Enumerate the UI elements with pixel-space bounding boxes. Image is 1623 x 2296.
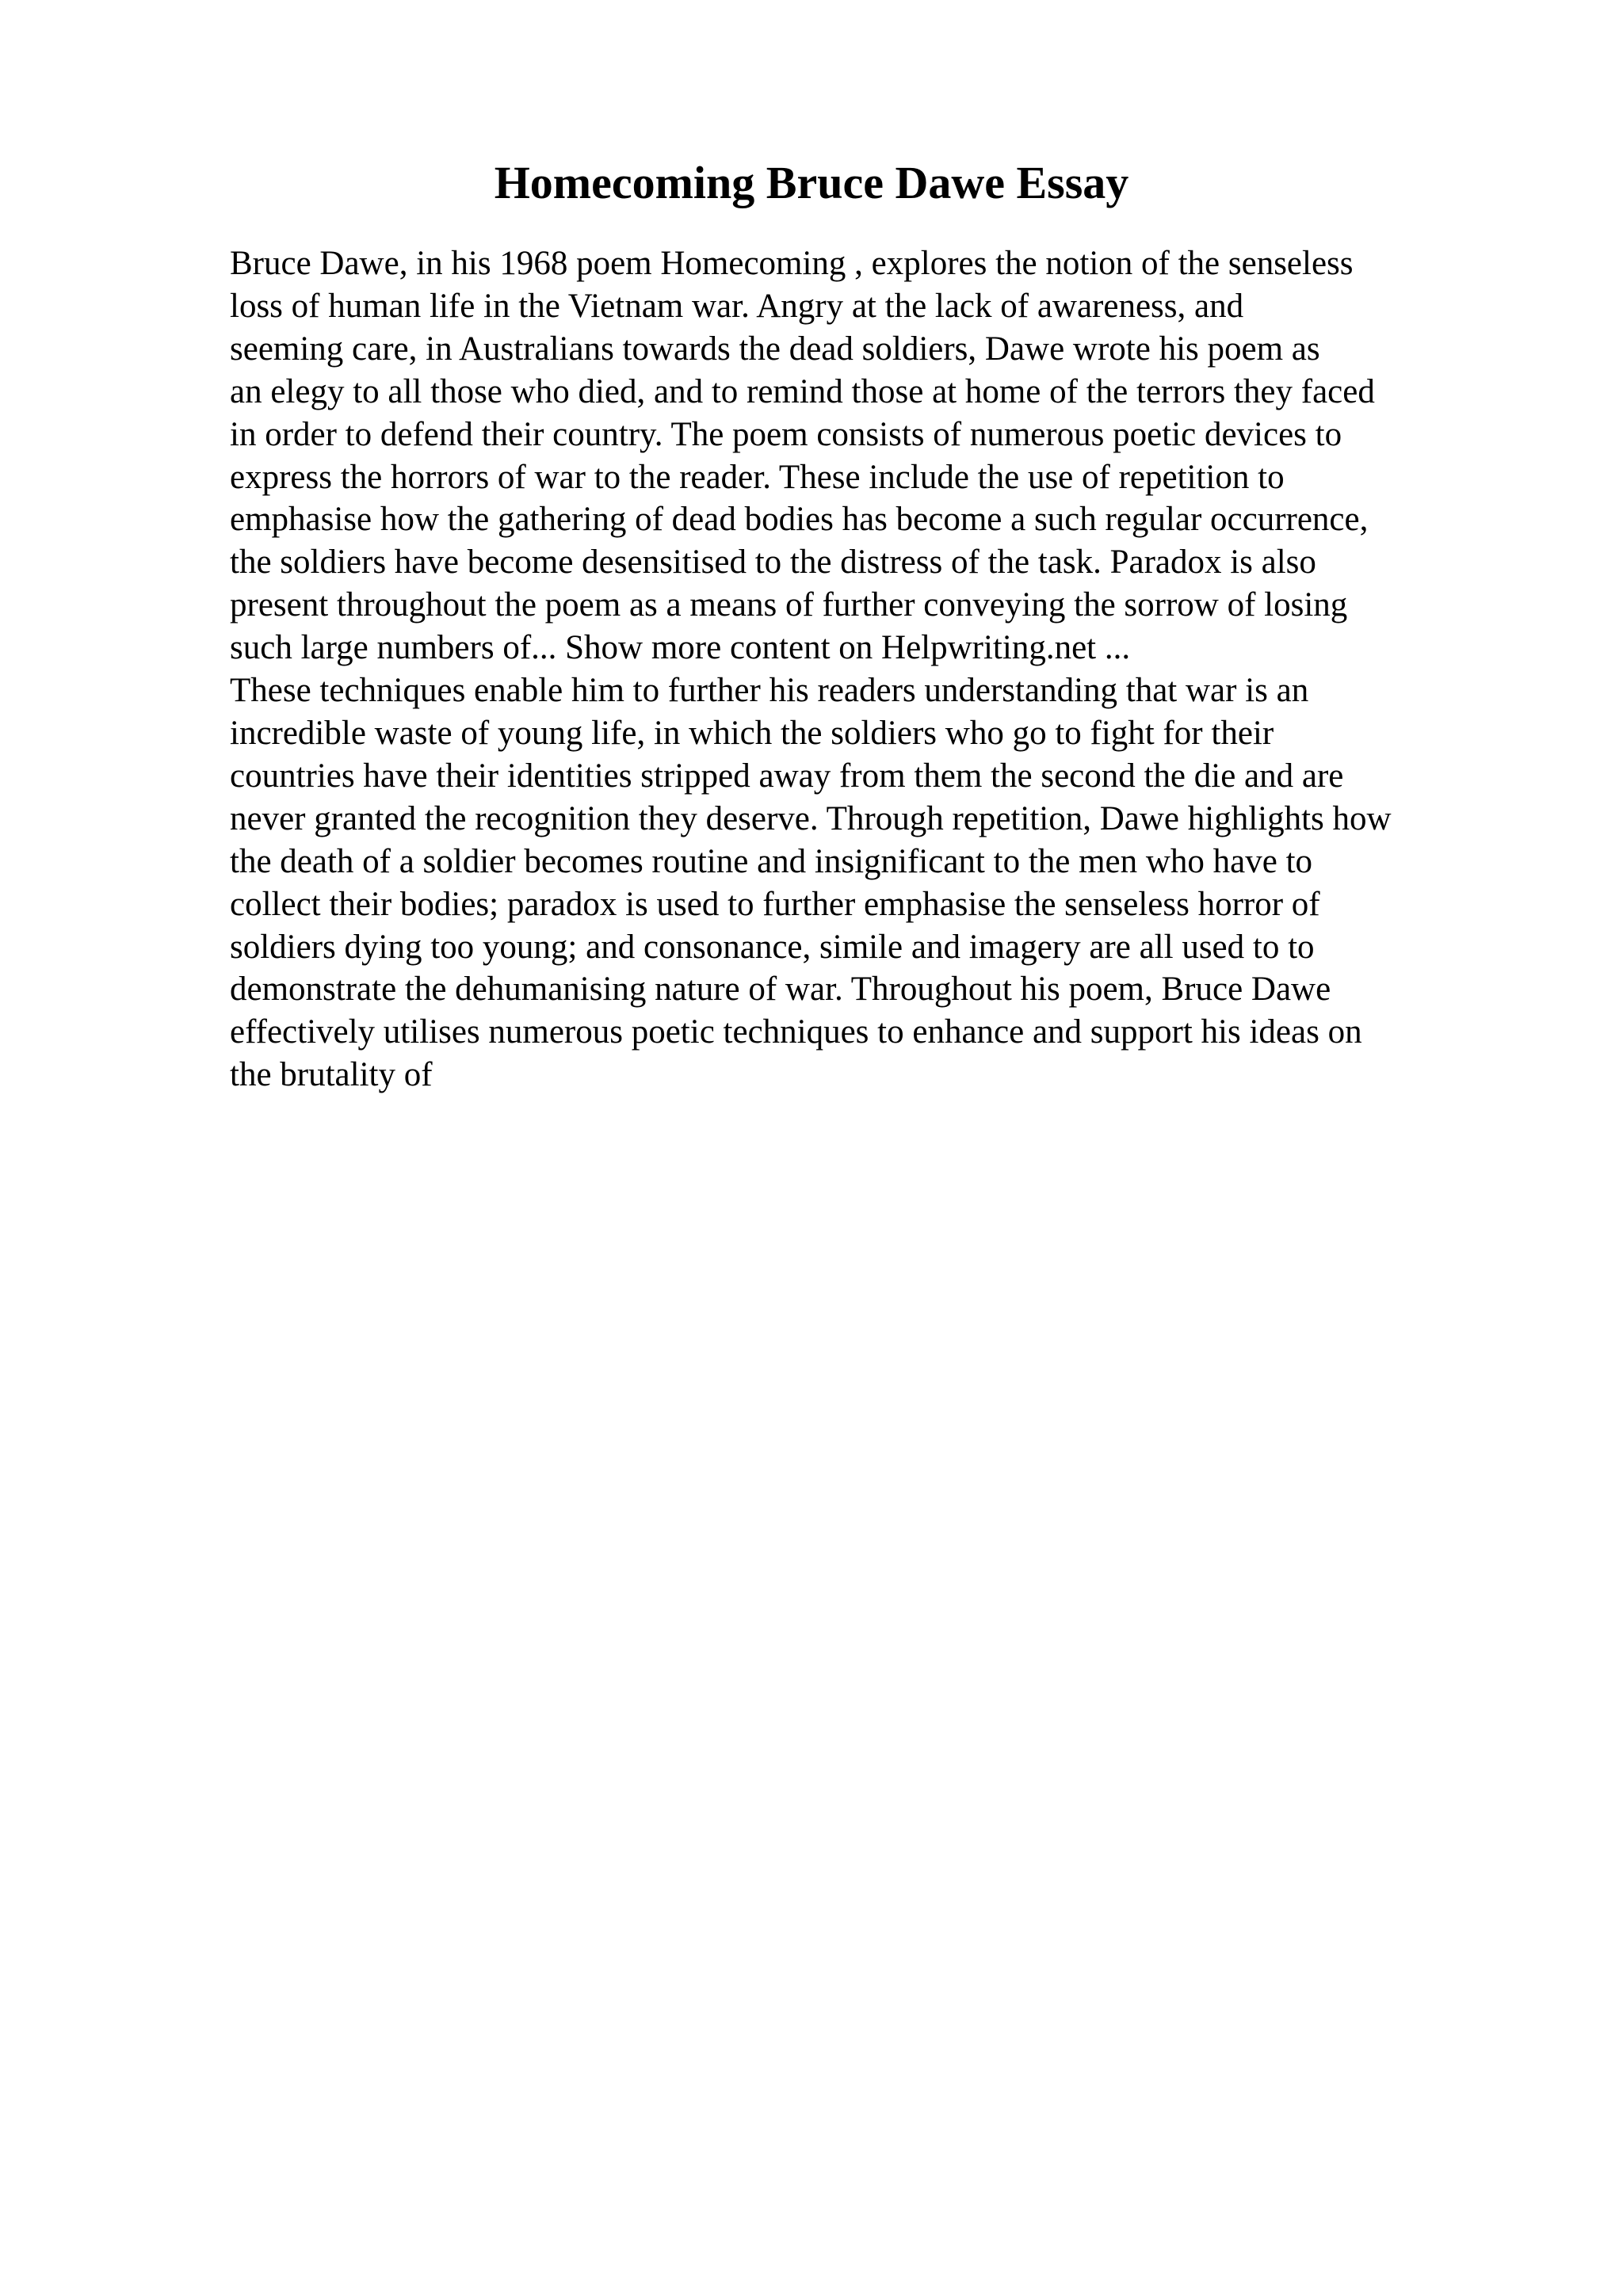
text-line: Bruce Dawe, in his 1968 poem Homecoming , explores the notion of the senseless: [230, 245, 1354, 282]
text-line: countries have their identities stripped away from them the second the die and are: [230, 757, 1344, 795]
text-line: incredible waste of young life, in which the soldiers who go to fight for their: [230, 714, 1274, 752]
text-line: collect their bodies; paradox is used to further emphasise the senseless horror of: [230, 885, 1320, 923]
text-line: the brutality of: [230, 1056, 433, 1094]
text-line: present throughout the poem as a means of further conveying the sorrow of losing: [230, 586, 1348, 624]
document-title: Homecoming Bruce Dawe Essay: [494, 157, 1129, 208]
text-line: soldiers dying too young; and consonance, simile and imagery are all used to to: [230, 928, 1315, 966]
text-line: an elegy to all those who died, and to remind those at home of the terrors they faced: [230, 372, 1375, 410]
text-line: such large numbers of... Show more content on Helpwriting.net ...: [230, 629, 1131, 667]
text-line: the death of a soldier becomes routine and insignificant to the men who have to: [230, 842, 1313, 880]
text-line: These techniques enable him to further his readers understanding that war is an: [230, 672, 1309, 710]
text-line: in order to defend their country. The poem consists of numerous poetic devices to: [230, 415, 1342, 453]
text-line: express the horrors of war to the reader. These include the use of repetition to: [230, 458, 1285, 496]
text-line: effectively utilises numerous poetic techniques to enhance and support his ideas on: [230, 1013, 1362, 1051]
document-body: [230, 242, 1593, 1097]
text-line: never granted the recognition they deserve. Through repetition, Dawe highlights how: [230, 799, 1392, 837]
text-line: emphasise how the gathering of dead bodies has become a such regular occurrence,: [230, 501, 1369, 539]
text-line: loss of human life in the Vietnam war. Angry at the lack of awareness, and: [230, 287, 1244, 325]
text-line: the soldiers have become desensitised to the distress of the task. Paradox is also: [230, 543, 1316, 582]
text-line: seeming care, in Australians towards the dead soldiers, Dawe wrote his poem as: [230, 330, 1320, 368]
text-line: demonstrate the dehumanising nature of war. Throughout his poem, Bruce Dawe: [230, 971, 1331, 1009]
